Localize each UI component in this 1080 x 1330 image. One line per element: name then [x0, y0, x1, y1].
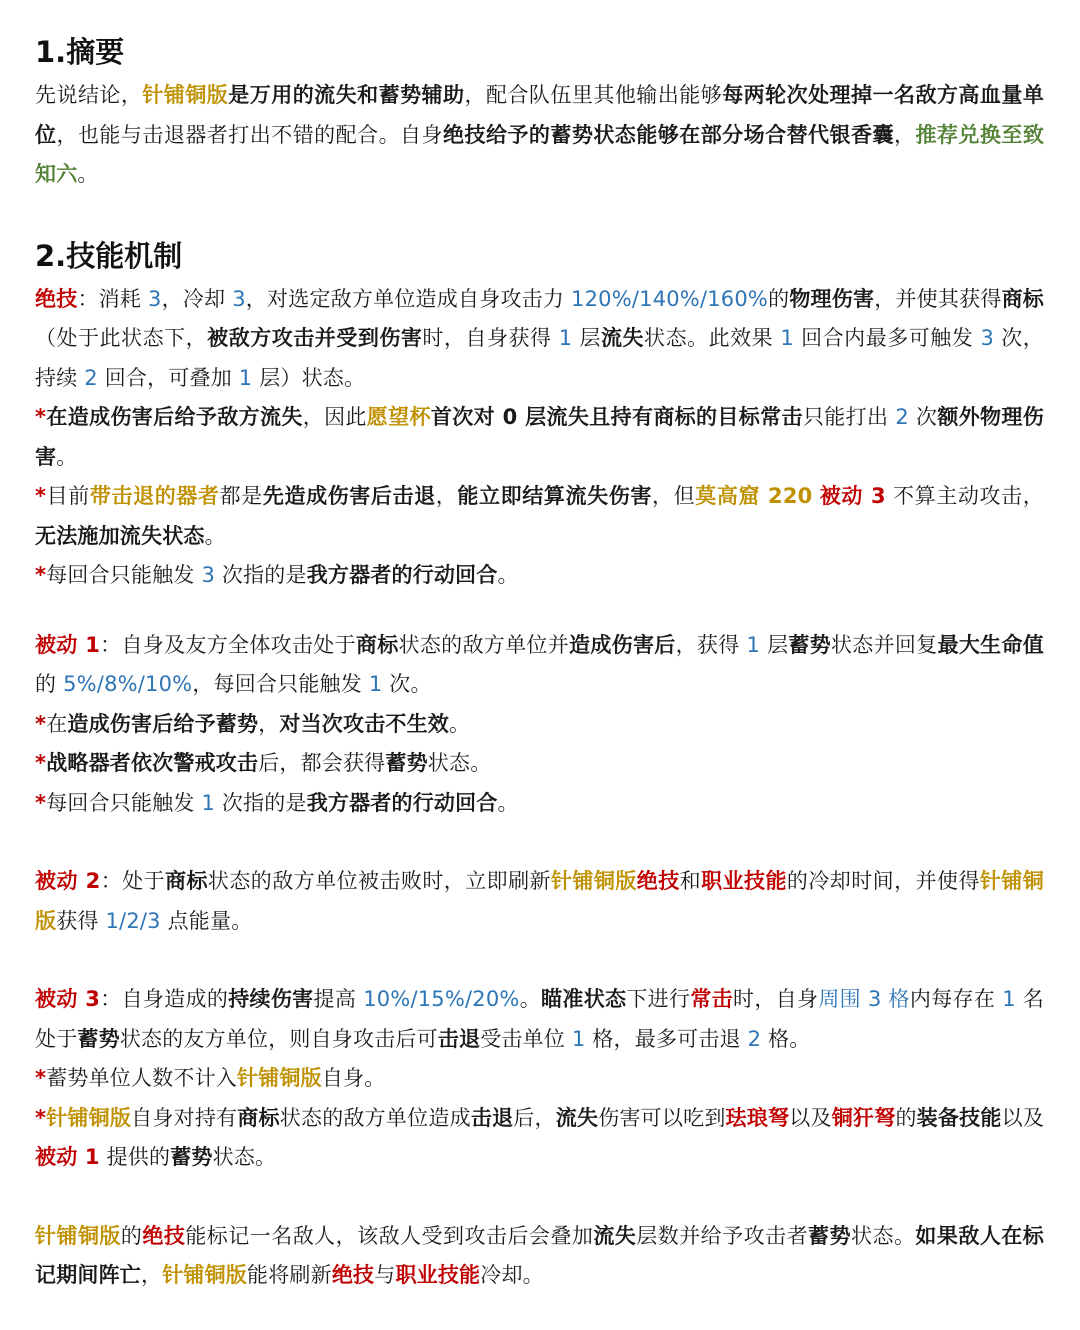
- text-run: 商标: [355, 632, 399, 657]
- text-run: ，并使其获得: [874, 286, 1002, 311]
- text-run: 5%/8%/10%: [63, 672, 193, 696]
- text-run: 战略器者依次警戒攻击: [46, 751, 259, 775]
- text-run: 。: [519, 987, 542, 1011]
- text-run: 流失: [601, 326, 645, 350]
- text-run: 1: [571, 1026, 586, 1051]
- text-run: 1/2/3: [105, 908, 161, 933]
- passive-3-description: [35, 980, 1044, 1059]
- text-run: 造成伤害后给予蓄势: [67, 711, 259, 736]
- text-run: 。: [56, 444, 78, 469]
- text-run: ，: [893, 122, 916, 147]
- text-run: ，冷却: [161, 286, 233, 311]
- text-run: 最大生命值: [937, 632, 1045, 657]
- text-run: 1: [780, 326, 794, 350]
- text-run: 瞄准状态: [541, 987, 627, 1011]
- text-run: 被动 1: [35, 1145, 100, 1169]
- text-run: *: [35, 1066, 47, 1090]
- text-run: 状态的敌方单位并: [398, 632, 570, 657]
- text-run: 层数并给予攻击者: [636, 1223, 809, 1248]
- passive-2-description: [35, 862, 1044, 941]
- text-run: 层: [760, 632, 789, 657]
- text-run: 名处于: [35, 987, 1044, 1051]
- text-run: 次，持续: [35, 326, 1044, 390]
- text-run: 以及: [1001, 1105, 1045, 1130]
- text-run: *: [35, 790, 47, 815]
- text-run: 120%/140%/160%: [571, 286, 769, 311]
- text-run: 击退: [470, 1105, 514, 1130]
- text-run: 推荐兑换至致知六: [35, 122, 1045, 186]
- text-run: 的: [895, 1105, 917, 1130]
- text-run: *: [35, 405, 47, 429]
- text-run: 以及: [789, 1105, 832, 1130]
- text-run: 和: [679, 869, 702, 893]
- ultimate-description: [35, 280, 1044, 399]
- text-run: 蓄势: [170, 1145, 213, 1169]
- text-run: 每回合只能触发: [46, 563, 202, 587]
- text-run: 周围 3 格: [818, 987, 910, 1011]
- passive-1-note-3: [35, 784, 1044, 824]
- text-run: 持续伤害: [228, 987, 314, 1011]
- text-run: 提供的: [99, 1145, 171, 1169]
- text-run: 对当次攻击不生效: [279, 711, 450, 736]
- text-run: 格，最多可击退: [585, 1026, 748, 1051]
- text-run: 状态。此效果: [644, 326, 781, 350]
- text-run: 额外物理伤害: [35, 405, 1044, 469]
- text-run: *: [35, 751, 47, 775]
- text-run: 愿望杯: [366, 405, 431, 429]
- passive-1-note-1: [35, 705, 1044, 745]
- text-run: ：处于: [100, 869, 166, 893]
- text-run: 提高: [313, 987, 364, 1011]
- text-run: 的: [768, 286, 790, 311]
- text-run: 1: [201, 790, 216, 815]
- text-run: 都是: [219, 484, 263, 508]
- text-run: 。: [497, 790, 519, 815]
- text-run: 在造成伤害后给予敌方流失: [46, 405, 303, 429]
- text-run: 针铺铜版: [142, 83, 229, 107]
- text-run: 状态。: [851, 1223, 916, 1248]
- text-run: 1: [558, 326, 573, 350]
- passive-3-note-1: [35, 1059, 1044, 1099]
- text-run: 3: [201, 563, 216, 587]
- text-run: 下进行: [626, 987, 691, 1011]
- text-run: 装备技能: [916, 1105, 1002, 1130]
- text-run: 3: [148, 286, 162, 311]
- text-run: 流失: [555, 1105, 599, 1130]
- text-run: 针铺铜版: [35, 1223, 121, 1248]
- text-run: 的: [35, 672, 64, 696]
- text-run: 次。: [382, 672, 432, 696]
- section-title-summary: 1.摘要: [35, 35, 125, 69]
- text-run: 商标: [1001, 286, 1045, 311]
- spacer: [35, 596, 1044, 626]
- text-run: 自身。: [321, 1066, 386, 1090]
- text-run: ，也能与击退器者打出不错的配合。自身: [56, 122, 444, 147]
- text-run: 内每存在: [909, 987, 1003, 1011]
- text-run: ，但: [652, 484, 696, 508]
- text-run: ，获得: [675, 632, 747, 657]
- ultimate-note-1: [35, 398, 1044, 477]
- text-run: ，: [141, 1263, 163, 1287]
- text-run: 与: [374, 1263, 396, 1287]
- text-run: ，: [258, 711, 280, 736]
- passive-1-note-2: [35, 744, 1044, 784]
- summary-paragraph: [35, 76, 1044, 195]
- passive-1-description: [35, 626, 1044, 705]
- section-title-skills: 2.技能机制: [35, 238, 183, 273]
- text-run: 次指的是: [215, 563, 307, 587]
- text-run: 首次对 0 层流失且持有商标的目标常击: [430, 405, 803, 429]
- text-run: 每两轮次处理掉一名敌方高血量单位: [35, 83, 1045, 147]
- text-run: 职业技能: [395, 1263, 481, 1287]
- text-run: 绝技给予的蓄势状态能够在部分场合替代银香囊: [443, 122, 894, 147]
- text-run: 状态的友方单位，则自身攻击后可: [119, 1026, 438, 1051]
- text-run: 1: [746, 632, 761, 657]
- text-run: 绝技: [636, 869, 680, 893]
- text-run: 时，自身获得: [422, 326, 559, 350]
- text-run: ，对选定敌方单位造成自身攻击力: [245, 286, 572, 311]
- text-run: 蓄势: [808, 1223, 851, 1248]
- text-run: 针铺铜版: [237, 1066, 322, 1090]
- text-run: 状态并回复: [831, 632, 938, 657]
- ultimate-note-2: [35, 477, 1044, 556]
- text-run: *: [35, 484, 47, 508]
- text-run: 绝技: [35, 286, 78, 311]
- text-run: 如果敌人在标记期间阵亡: [35, 1223, 1044, 1287]
- text-run: 。: [497, 563, 519, 587]
- text-run: 后，: [513, 1105, 556, 1130]
- text-run: ，因此: [302, 405, 367, 429]
- text-run: 2: [895, 405, 909, 429]
- text-run: *: [35, 711, 47, 736]
- spacer: [35, 195, 1044, 234]
- text-run: ，每回合只能触发: [192, 672, 369, 696]
- spacer: [35, 941, 1044, 980]
- text-run: 造成伤害后: [569, 632, 676, 657]
- text-run: 1: [1002, 987, 1016, 1011]
- text-run: 受击单位: [480, 1026, 572, 1051]
- text-run: 绝技: [142, 1223, 186, 1248]
- text-run: 目前: [46, 484, 90, 508]
- text-run: 商标: [237, 1105, 280, 1130]
- text-run: 获得: [56, 908, 106, 933]
- text-run: 铜犴弩: [831, 1105, 896, 1130]
- text-run: 商标: [165, 869, 208, 893]
- text-run: 针铺铜版: [46, 1105, 132, 1130]
- text-run: 珐琅弩: [725, 1105, 790, 1130]
- text-run: 点能量。: [160, 908, 253, 933]
- text-run: *: [35, 1105, 47, 1130]
- text-run: 状态。: [427, 751, 492, 775]
- text-run: 带击退的器者: [89, 484, 220, 508]
- text-run: 无法施加流失状态: [35, 523, 205, 548]
- text-run: 。: [204, 523, 226, 548]
- text-run: 蓄势: [385, 751, 428, 775]
- text-run: [812, 484, 819, 508]
- text-run: 针铺铜版: [162, 1263, 248, 1287]
- text-run: 。: [77, 162, 99, 186]
- text-run: 次: [908, 405, 938, 429]
- text-run: 先造成伤害后击退: [262, 484, 436, 508]
- text-run: 蓄势单位人数不计入: [46, 1066, 237, 1090]
- text-run: 我方器者的行动回合: [306, 563, 498, 587]
- text-run: 回合，可叠加: [97, 365, 239, 390]
- text-run: 是: [228, 83, 250, 107]
- text-run: ：自身造成的: [100, 987, 229, 1011]
- text-run: ，: [435, 484, 458, 508]
- text-run: 不算主动攻击，: [885, 484, 1044, 508]
- text-run: 层）状态。: [252, 365, 366, 390]
- text-run: 绝技: [331, 1263, 375, 1287]
- text-run: 10%/15%/20%: [363, 987, 520, 1011]
- text-run: 被动 1: [35, 632, 101, 657]
- text-run: 。: [449, 711, 471, 736]
- text-run: 莫高窟 220: [695, 484, 813, 508]
- text-run: 3: [232, 286, 246, 311]
- text-run: 层: [572, 326, 601, 350]
- text-run: 能立即结算流失伤害: [457, 484, 652, 508]
- text-run: 针铺铜版: [551, 869, 637, 893]
- text-run: 伤害可以吃到: [598, 1105, 726, 1130]
- text-run: 击退: [437, 1026, 481, 1051]
- text-run: 被动 2: [35, 869, 101, 893]
- passive-3-note-2: [35, 1099, 1044, 1178]
- text-run: 常击: [690, 987, 733, 1011]
- text-run: 先说结论，: [35, 83, 143, 107]
- text-run: 自身对持有: [131, 1105, 238, 1130]
- text-run: 1: [368, 672, 383, 696]
- summary-conclusion: [35, 1217, 1044, 1296]
- text-run: ：自身及友方全体攻击处于: [100, 632, 356, 657]
- text-run: 物理伤害: [789, 286, 875, 311]
- text-run: 只能打出: [802, 405, 896, 429]
- text-run: 时，自身: [733, 987, 819, 1011]
- text-run: 状态的敌方单位被击败时，立即刷新: [207, 869, 551, 893]
- text-run: 职业技能: [701, 869, 787, 893]
- text-run: 在: [46, 711, 68, 736]
- text-run: 的: [120, 1223, 143, 1248]
- text-run: 2: [747, 1026, 762, 1051]
- text-run: 冷却。: [480, 1263, 544, 1287]
- text-run: 流失: [593, 1223, 637, 1248]
- text-run: 能将刷新: [247, 1263, 332, 1287]
- text-run: 状态的敌方单位造成: [279, 1105, 471, 1130]
- text-run: 3: [980, 326, 995, 350]
- text-run: 针铺铜版: [35, 869, 1044, 933]
- text-run: 后，都会获得: [258, 751, 386, 775]
- text-run: 被动 3: [819, 484, 886, 508]
- text-run: 被敌方攻击并受到伤害: [207, 326, 423, 350]
- spacer: [35, 1178, 1044, 1217]
- text-run: 被动 3: [35, 987, 101, 1011]
- text-run: ：消耗: [77, 286, 149, 311]
- text-run: （处于此状态下，: [35, 326, 208, 350]
- text-run: 格。: [761, 1026, 811, 1051]
- text-run: 状态。: [212, 1145, 277, 1169]
- text-run: 我方器者的行动回合: [306, 790, 498, 815]
- text-run: 的冷却时间，并使得: [786, 869, 980, 893]
- text-run: 能标记一名敌人，该敌人受到攻击后会叠加: [185, 1223, 594, 1248]
- text-run: *: [35, 563, 47, 587]
- text-run: 2: [84, 365, 98, 390]
- text-run: 回合内最多可触发: [793, 326, 981, 350]
- text-run: 1: [238, 365, 253, 390]
- text-run: 万用的流失和蓄势辅助: [249, 83, 465, 107]
- text-run: 蓄势: [788, 632, 831, 657]
- text-run: ，配合队伍里其他输出能够: [464, 83, 723, 107]
- ultimate-note-3: [35, 556, 1044, 596]
- spacer: [35, 823, 1044, 862]
- text-run: 每回合只能触发: [46, 790, 202, 815]
- text-run: 蓄势: [77, 1026, 120, 1051]
- text-run: 次指的是: [215, 790, 307, 815]
